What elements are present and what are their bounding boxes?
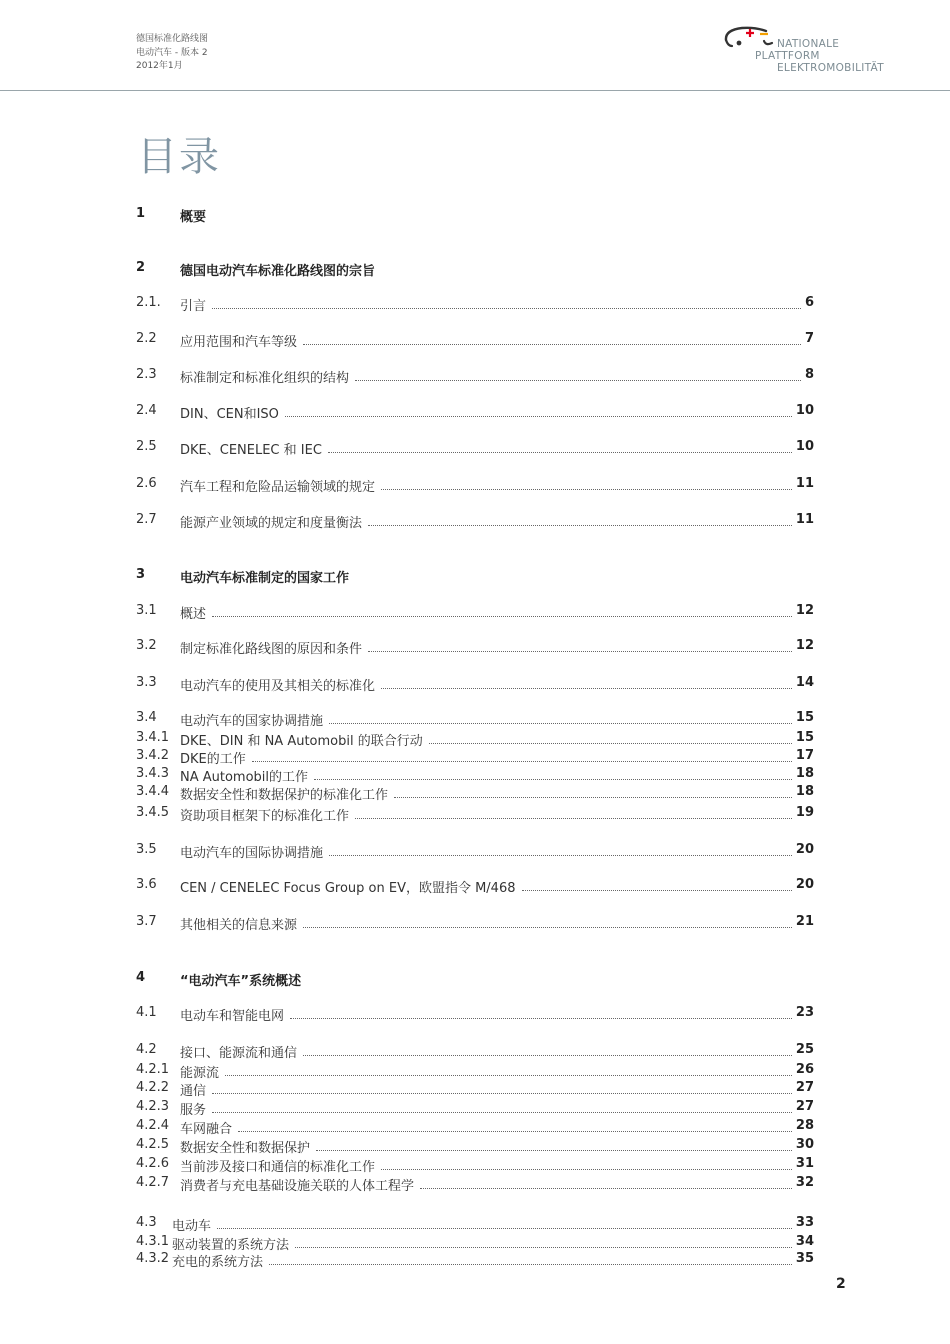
toc-entry-page: 20 xyxy=(795,842,814,857)
toc-entry[interactable] xyxy=(136,1137,816,1155)
toc-leader-dots xyxy=(285,416,792,417)
toc-entry-page: 17 xyxy=(795,748,814,763)
toc-entry-page: 25 xyxy=(795,1042,814,1057)
toc-entry[interactable] xyxy=(136,367,816,385)
toc-leader-dots xyxy=(420,1188,792,1189)
toc-entry-label: 电动车 xyxy=(172,1219,212,1234)
toc-leader-dots xyxy=(329,723,792,724)
toc-leader-dots xyxy=(290,1018,792,1019)
toc-entry-page: 32 xyxy=(795,1175,814,1190)
header-version: 电动汽车 - 版本 2 xyxy=(136,47,208,58)
toc-entry-number: 4.2.3 xyxy=(136,1099,170,1114)
toc-entry-number: 4.2.5 xyxy=(136,1137,170,1152)
toc-entry[interactable] xyxy=(136,805,816,823)
toc-entry-number: 3.5 xyxy=(136,842,157,857)
toc-entry-label: 制定标准化路线图的原因和条件 xyxy=(180,642,363,657)
toc-entry-number: 3.4.3 xyxy=(136,766,170,781)
toc-entry[interactable] xyxy=(136,1156,816,1174)
toc-entry-number: 3.4.4 xyxy=(136,784,170,799)
toc-entry[interactable] xyxy=(136,1080,816,1098)
header-title: 德国标准化路线图 xyxy=(136,34,209,44)
toc-leader-dots xyxy=(225,1075,792,1076)
toc-leader-dots xyxy=(368,525,792,526)
toc-entry-label: 其他相关的信息来源 xyxy=(180,918,298,933)
toc-leader-dots xyxy=(522,890,792,891)
toc-entry-label: NA Automobil的工作 xyxy=(180,770,309,785)
toc-leader-dots xyxy=(212,308,801,309)
toc-entry-label: 接口、能源流和通信 xyxy=(180,1046,298,1061)
toc-entry-page: 28 xyxy=(795,1118,814,1133)
toc-entry-page: 26 xyxy=(795,1062,814,1077)
toc-entry-number: 3.7 xyxy=(136,914,157,929)
toc-entry-label: 概述 xyxy=(180,607,207,622)
toc-entry-page: 15 xyxy=(795,710,814,725)
toc-entry-label: DIN、CEN和ISO xyxy=(180,407,279,422)
toc-entry[interactable] xyxy=(136,766,816,784)
toc-leader-dots xyxy=(316,1150,792,1151)
toc-entry[interactable] xyxy=(136,1042,816,1060)
section-title: 德国电动汽车标准化路线图的宗旨 xyxy=(180,264,376,279)
toc-entry[interactable] xyxy=(136,710,816,728)
toc-entry[interactable] xyxy=(136,403,816,421)
toc-leader-dots xyxy=(269,1264,792,1265)
toc-entry[interactable] xyxy=(136,784,816,802)
toc-entry-label: 资助项目框架下的标准化工作 xyxy=(180,809,350,824)
toc-entry-number: 2.4 xyxy=(136,403,157,418)
toc-entry[interactable] xyxy=(136,1215,816,1233)
section-title: 概要 xyxy=(180,210,207,225)
toc-entry-number: 2.3 xyxy=(136,367,157,382)
toc-entry-number: 4.2.2 xyxy=(136,1080,170,1095)
toc-entry-label: 当前涉及接口和通信的标准化工作 xyxy=(180,1160,376,1175)
toc-entry-page: 12 xyxy=(795,603,814,618)
toc-entry-label: 应用范围和汽车等级 xyxy=(180,335,298,350)
toc-leader-dots xyxy=(381,1169,792,1170)
toc-leader-dots xyxy=(381,688,792,689)
section-number: 3 xyxy=(136,567,146,582)
toc-entry-label: DKE、DIN 和 NA Automobil 的联合行动 xyxy=(180,734,423,749)
toc-entry-label: 通信 xyxy=(180,1084,207,1099)
toc-entry-page: 27 xyxy=(795,1099,814,1114)
logo-text-line2: PLATTFORM xyxy=(755,50,820,62)
toc-entry-label: 标准制定和标准化组织的结构 xyxy=(180,371,350,386)
toc-leader-dots xyxy=(303,344,801,345)
toc-leader-dots xyxy=(252,761,792,762)
toc-entry[interactable] xyxy=(136,877,816,895)
section-title: 电动汽车标准制定的国家工作 xyxy=(180,571,350,586)
toc-entry[interactable] xyxy=(136,512,816,530)
toc-entry-page: 18 xyxy=(795,766,814,781)
toc-entry-page: 6 xyxy=(804,295,814,310)
toc-entry-number: 4.2.7 xyxy=(136,1175,170,1190)
toc-entry-number: 3.4 xyxy=(136,710,157,725)
toc-entry-page: 20 xyxy=(795,877,814,892)
toc-entry-number: 4.2.1 xyxy=(136,1062,170,1077)
toc-entry-number: 4.2 xyxy=(136,1042,157,1057)
toc-leader-dots xyxy=(429,743,792,744)
toc-entry[interactable] xyxy=(136,842,816,860)
toc-entry-label: 电动汽车的使用及其相关的标准化 xyxy=(180,679,376,694)
toc-entry[interactable] xyxy=(136,1005,816,1023)
toc-entry-number: 2.7 xyxy=(136,512,157,527)
toc-entry-page: 27 xyxy=(795,1080,814,1095)
toc-entry-number: 2.2 xyxy=(136,331,157,346)
toc-entry[interactable] xyxy=(136,476,816,494)
header-date: 2012年1月 xyxy=(136,61,183,71)
toc-entry-number: 4.3.1 xyxy=(136,1234,170,1249)
toc-entry-number: 4.3 xyxy=(136,1215,157,1230)
toc-entry-label: 电动汽车的国际协调措施 xyxy=(180,846,324,861)
toc-leader-dots xyxy=(217,1228,792,1229)
toc-entry-label: 数据安全性和数据保护的标准化工作 xyxy=(180,788,389,803)
toc-entry-number: 4.2.6 xyxy=(136,1156,170,1171)
page-number: 2 xyxy=(836,1276,846,1292)
toc-entry-number: 3.1 xyxy=(136,603,157,618)
toc-entry[interactable] xyxy=(136,1234,816,1252)
toc-leader-dots xyxy=(238,1131,792,1132)
toc-entry[interactable] xyxy=(136,1099,816,1117)
toc-entry[interactable] xyxy=(136,675,816,693)
toc-leader-dots xyxy=(355,380,801,381)
toc-entry-label: DKE的工作 xyxy=(180,752,246,767)
toc-entry-label: CEN / CENELEC Focus Group on EV，欧盟指令 M/468 xyxy=(180,881,516,896)
toc-entry-label: 电动车和智能电网 xyxy=(180,1009,285,1024)
section-number: 2 xyxy=(136,260,146,275)
toc-leader-dots xyxy=(212,1093,792,1094)
npe-logo xyxy=(722,24,892,80)
toc-entry-page: 23 xyxy=(795,1005,814,1020)
toc-entry-number: 3.2 xyxy=(136,638,157,653)
toc-entry[interactable] xyxy=(136,439,816,457)
toc-entry-label: 服务 xyxy=(180,1103,207,1118)
header-divider xyxy=(0,90,950,91)
toc-entry-page: 10 xyxy=(795,403,814,418)
toc-leader-dots xyxy=(295,1247,792,1248)
toc-entry[interactable] xyxy=(136,603,816,621)
document-header-meta xyxy=(136,33,208,74)
logo-text-line3: ELEKTROMOBILITÄT xyxy=(777,62,884,74)
section-title: “电动汽车”系统概述 xyxy=(180,974,302,989)
toc-entry[interactable] xyxy=(136,914,816,932)
toc-entry[interactable] xyxy=(136,748,816,766)
toc-entry-page: 12 xyxy=(795,638,814,653)
toc-leader-dots xyxy=(381,489,792,490)
toc-entry-number: 2.1. xyxy=(136,295,161,310)
toc-entry-label: 引言 xyxy=(180,299,207,314)
toc-entry-page: 33 xyxy=(795,1215,814,1230)
toc-entry-page: 35 xyxy=(795,1251,814,1266)
toc-entry-page: 34 xyxy=(795,1234,814,1249)
toc-entry[interactable] xyxy=(136,1118,816,1136)
toc-entry[interactable] xyxy=(136,331,816,349)
toc-leader-dots xyxy=(303,1055,792,1056)
toc-entry[interactable] xyxy=(136,295,816,313)
toc-entry-number: 2.5 xyxy=(136,439,157,454)
toc-entry-label: 消费者与充电基础设施关联的人体工程学 xyxy=(180,1179,415,1194)
toc-entry-page: 18 xyxy=(795,784,814,799)
toc-entry-label: 能源流 xyxy=(180,1066,220,1081)
toc-entry-label: 车网融合 xyxy=(180,1122,233,1137)
toc-entry-page: 30 xyxy=(795,1137,814,1152)
toc-entry-number: 3.4.2 xyxy=(136,748,170,763)
toc-entry[interactable] xyxy=(136,1062,816,1080)
toc-entry-page: 7 xyxy=(804,331,814,346)
toc-leader-dots xyxy=(328,452,792,453)
toc-leader-dots xyxy=(314,779,792,780)
toc-entry-label: 数据安全性和数据保护 xyxy=(180,1141,311,1156)
toc-entry-label: 驱动装置的系统方法 xyxy=(172,1238,290,1253)
page-title: 目录 xyxy=(137,134,221,180)
toc-entry-number: 4.3.2 xyxy=(136,1251,170,1266)
toc-entry-page: 15 xyxy=(795,730,814,745)
toc-entry-page: 11 xyxy=(795,476,814,491)
toc-entry-page: 8 xyxy=(804,367,814,382)
toc-entry[interactable] xyxy=(136,1251,816,1269)
toc-entry[interactable] xyxy=(136,730,816,748)
toc-leader-dots xyxy=(368,651,792,652)
toc-leader-dots xyxy=(212,1112,792,1113)
toc-entry-label: 汽车工程和危险品运输领域的规定 xyxy=(180,480,376,495)
toc-entry-number: 3.4.1 xyxy=(136,730,170,745)
toc-entry[interactable] xyxy=(136,638,816,656)
toc-entry-number: 3.3 xyxy=(136,675,157,690)
toc-entry-page: 19 xyxy=(795,805,814,820)
toc-leader-dots xyxy=(355,818,792,819)
section-number: 1 xyxy=(136,206,146,221)
toc-leader-dots xyxy=(329,855,792,856)
toc-entry-number: 4.2.4 xyxy=(136,1118,170,1133)
toc-entry-number: 3.4.5 xyxy=(136,805,170,820)
toc-entry-page: 21 xyxy=(795,914,814,929)
section-number: 4 xyxy=(136,970,146,985)
toc-entry-page: 11 xyxy=(795,512,814,527)
toc-entry-number: 2.6 xyxy=(136,476,157,491)
toc-entry-page: 14 xyxy=(795,675,814,690)
toc-entry-number: 3.6 xyxy=(136,877,157,892)
toc-entry-label: 能源产业领域的规定和度量衡法 xyxy=(180,516,363,531)
toc-entry-label: 充电的系统方法 xyxy=(172,1255,264,1270)
toc-entry-page: 31 xyxy=(795,1156,814,1171)
toc-leader-dots xyxy=(394,797,792,798)
toc-entry-label: DKE、CENELEC 和 IEC xyxy=(180,443,322,458)
toc-entry-label: 电动汽车的国家协调措施 xyxy=(180,714,324,729)
toc-entry-page: 10 xyxy=(795,439,814,454)
toc-leader-dots xyxy=(212,616,792,617)
toc-entry-number: 4.1 xyxy=(136,1005,157,1020)
toc-leader-dots xyxy=(303,927,792,928)
logo-text-line1: NATIONALE xyxy=(777,38,840,50)
toc-entry[interactable] xyxy=(136,1175,816,1193)
